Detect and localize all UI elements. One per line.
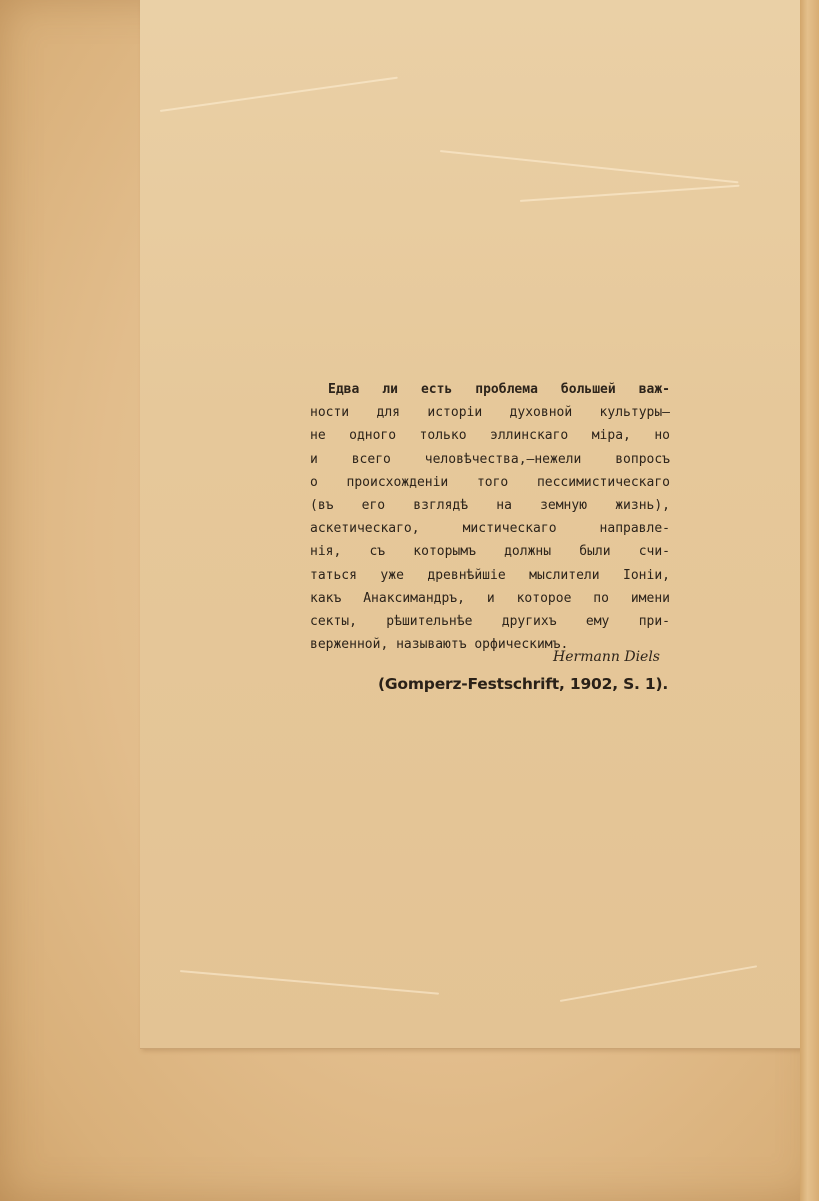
epigraph-source: (Gomperz-Festschrift, 1902, S. 1).: [378, 675, 669, 693]
epigraph-line: о происхожденіи того пессимистическаго: [310, 474, 670, 490]
paper-wrinkle: [520, 185, 740, 202]
epigraph-line: секты, рѣшительнѣе другихъ ему при-: [310, 613, 670, 629]
epigraph-line: аскетическаго, мистическаго направле-: [310, 521, 670, 537]
paper-wrinkle: [440, 150, 739, 183]
epigraph-line: верженной, называютъ орфическимъ.: [310, 637, 569, 653]
paper-wrinkle: [180, 970, 439, 995]
paper-wrinkle: [560, 965, 757, 1002]
epigraph-line: нія, съ которымъ должны были счи-: [310, 544, 670, 560]
epigraph-text: [310, 378, 670, 656]
epigraph-line: ности для исторіи духовной культуры—: [310, 405, 670, 421]
paper-wrinkle: [160, 77, 398, 112]
epigraph-author: Hermann Diels: [553, 649, 660, 665]
page-edge-strip: [800, 0, 819, 1201]
epigraph-line: таться уже древнѣйшіе мыслители Іоніи,: [310, 567, 670, 583]
epigraph-line: Едва ли есть проблема большей важ-: [328, 382, 670, 397]
epigraph-line: какъ Анаксимандръ, и которое по имени: [310, 590, 670, 606]
epigraph-line: и всего человѣчества,—нежели вопросъ: [310, 451, 670, 467]
epigraph-line: (въ его взглядѣ на земную жизнь),: [310, 497, 670, 513]
epigraph-line: не одного только эллинскаго міра, но: [310, 428, 670, 444]
